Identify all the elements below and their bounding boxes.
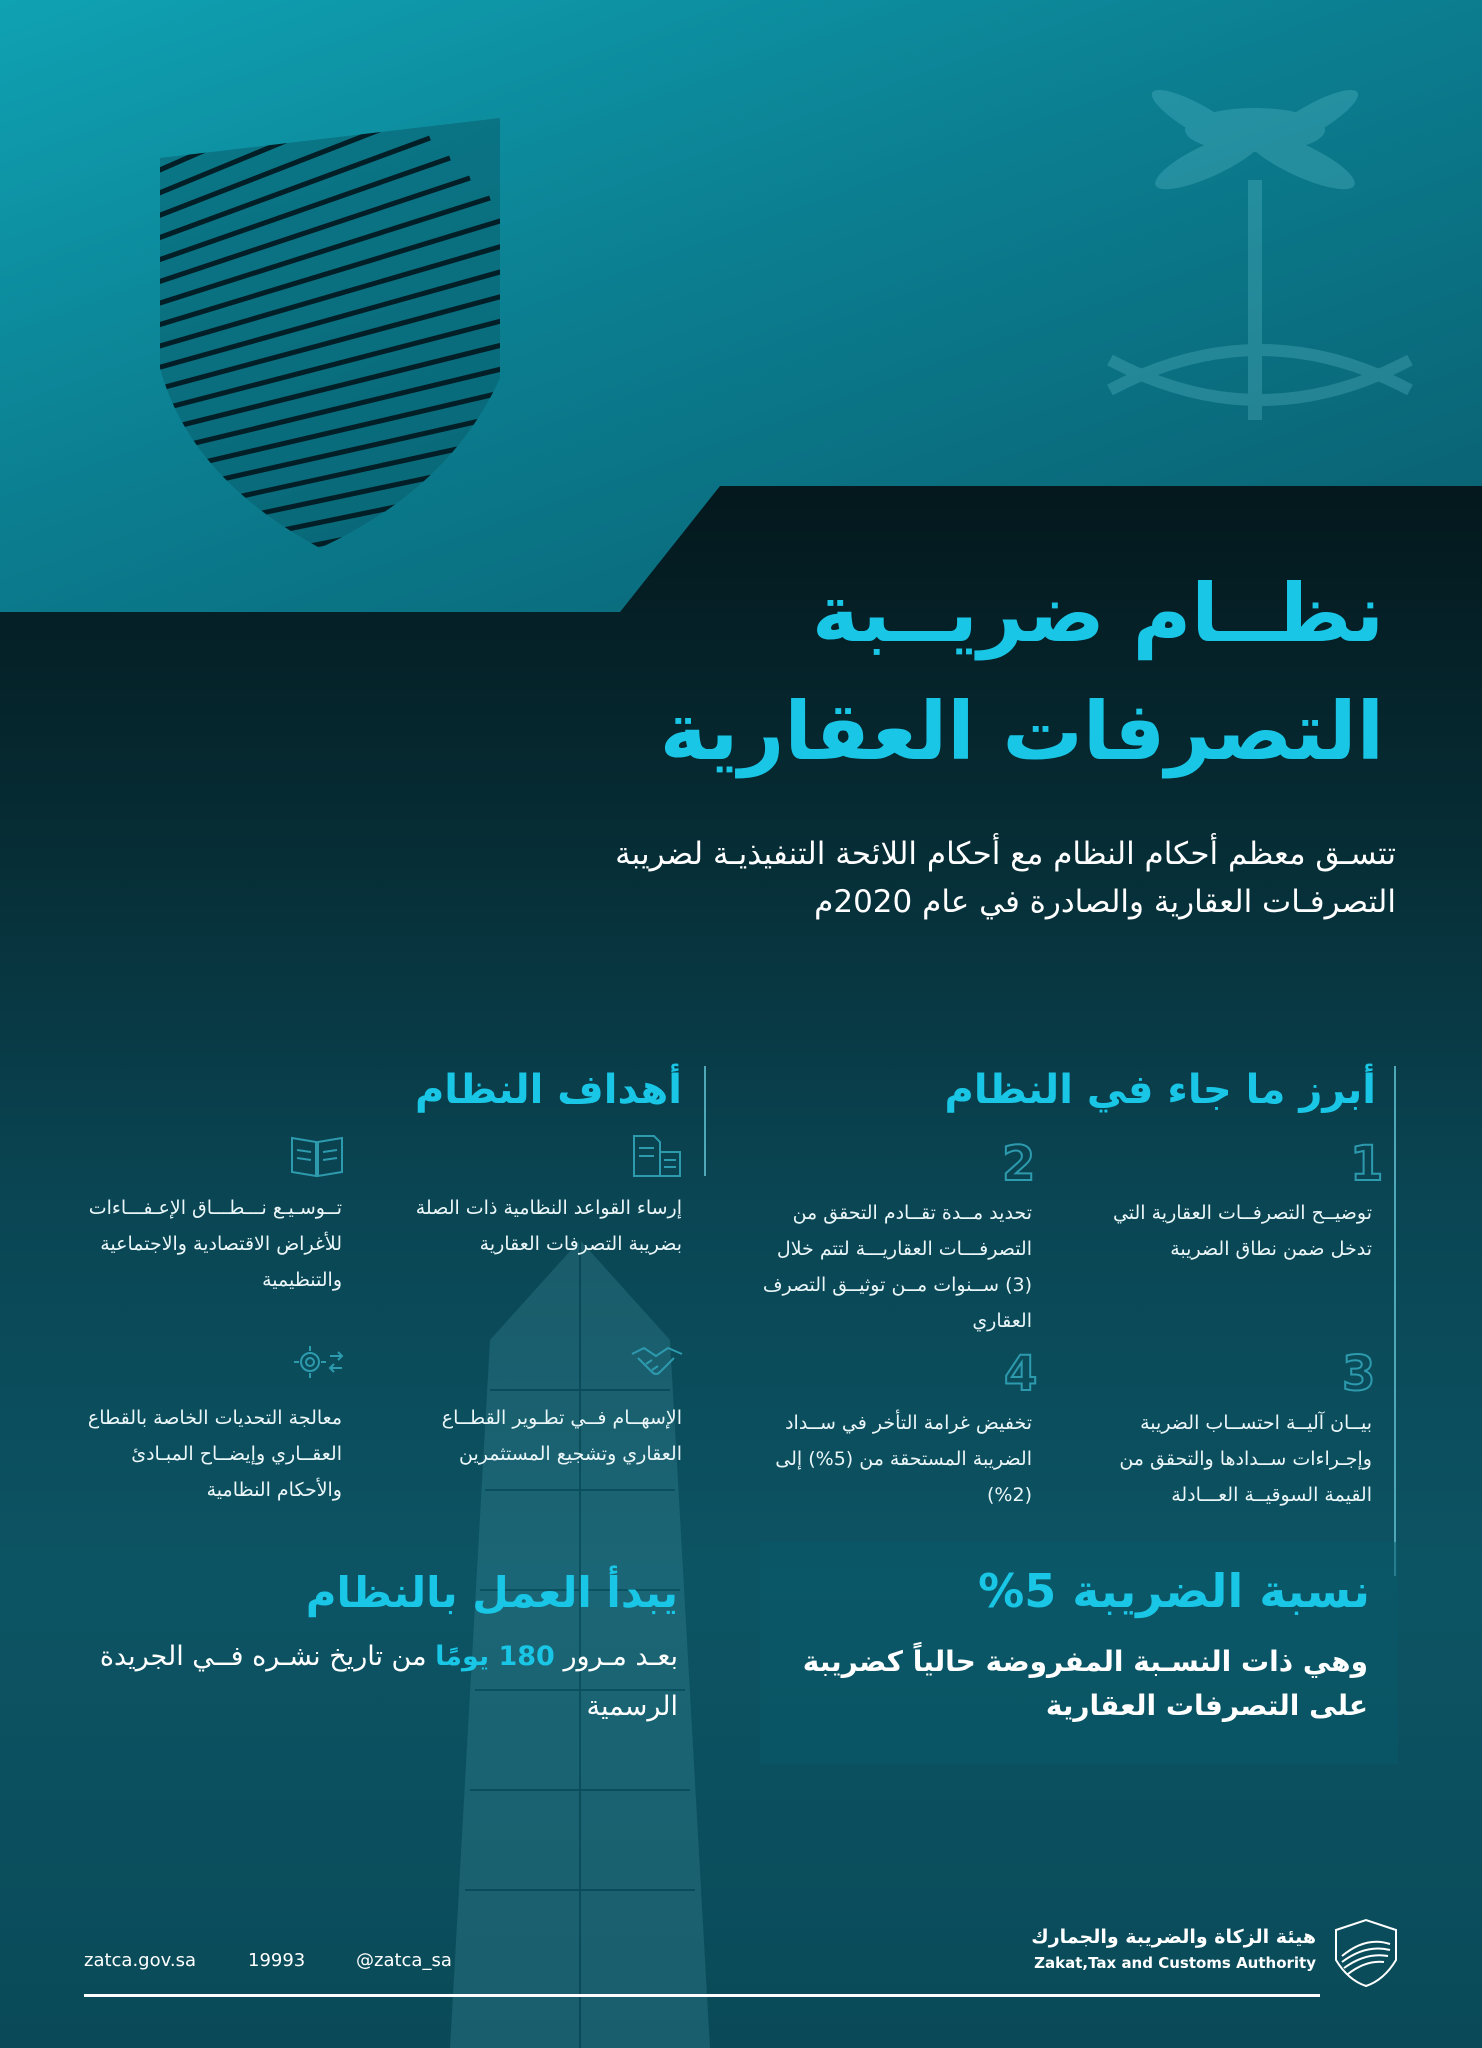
- zatca-logo-icon: [1332, 1916, 1400, 1988]
- highlight-number-1: 1: [1350, 1136, 1384, 1192]
- tax-rate-text: وهي ذات النسـبة المفروضة حالياً كضريبة على التصرفات العقارية: [802, 1645, 1368, 1722]
- document-icon: [630, 1134, 684, 1178]
- highlight-number-3: 3: [1342, 1346, 1376, 1402]
- highlights-heading: أبرز ما جاء في النظام: [944, 1067, 1376, 1113]
- highlight-item-1: توضيــح التصرفــات العقارية التي تدخل ضمن نطاق الضريبة: [1112, 1202, 1372, 1260]
- goal-item-2: تــوسـيـع نـــطـــاق الإعـفـــاءات للأغراض الاقتصادية والاجتماعية والتنظيمية: [88, 1197, 342, 1291]
- footer-phone: 19993: [248, 1950, 306, 1971]
- highlights-divider: [1394, 1066, 1396, 1576]
- org-name-english: Zakat,Tax and Customs Authority: [1034, 1954, 1316, 1972]
- tax-rate-title: نسبة الضريبة 5%: [978, 1564, 1370, 1618]
- gear-arrows-icon: [290, 1340, 344, 1384]
- page-title-line-1: نظــام ضريــبة: [811, 567, 1384, 660]
- highlight-item-2: تحديد مــدة تقــادم التحقق من التصرفـــات العقاريـــة لتتم خلال (3) ســنوات مــن توثيــق التصرف العقاري: [762, 1202, 1032, 1332]
- book-icon: [290, 1134, 344, 1178]
- goals-divider: [704, 1066, 706, 1176]
- goals-heading: أهداف النظام: [414, 1067, 682, 1113]
- handshake-icon: [630, 1340, 684, 1384]
- shield-icon: [150, 118, 510, 548]
- highlight-number-2: 2: [1002, 1136, 1036, 1192]
- start-days-highlight: 180 يومًا: [435, 1641, 555, 1672]
- org-name-arabic: هيئة الزكاة والضريبة والجمارك: [1031, 1926, 1316, 1948]
- goal-item-4: معالجة التحديات الخاصة بالقطاع العقــاري وإيضــاح المبـادئ والأحكام النظامية: [87, 1407, 342, 1501]
- highlight-number-4: 4: [1004, 1346, 1038, 1402]
- highlight-item-4: تخفيض غرامة التأخر في ســداد الضريبة المستحقة من (5%) إلى (2%): [775, 1412, 1032, 1506]
- start-text-before: بعـد مـرور: [554, 1641, 678, 1672]
- goal-item-1: إرساء القواعد النظامية ذات الصلة بضريبة التصرفات العقارية: [415, 1197, 682, 1255]
- footer-website-link[interactable]: zatca.gov.sa: [84, 1950, 197, 1971]
- start-text-after: من تاريخ نشـره فــي الجريدة الرسمية: [99, 1641, 678, 1722]
- goal-item-3: الإسهــام فــي تطـوير القطــاع العقاري وتشجيع المستثمرين: [441, 1407, 682, 1465]
- page-title-line-2: التصرفات العقارية: [659, 685, 1384, 778]
- intro-paragraph: تتسـق معظم أحكام النظام مع أحكام اللائحة التنفيذيـة لضريبة التصرفـات العقارية والصادرة في عام 2020م: [615, 836, 1396, 920]
- highlight-item-3: بيــان آليــة احتســاب الضريبة وإجـراءات ســدادها والتحقق من القيمة السوقيــة العـــادلة: [1119, 1412, 1372, 1506]
- start-text: [58, 1632, 678, 1732]
- start-title: يبدأ العمل بالنظام: [305, 1568, 678, 1617]
- footer-divider: [84, 1994, 1320, 1997]
- palm-swords-emblem-icon: [1090, 60, 1430, 480]
- footer-social-handle[interactable]: @zatca_sa: [356, 1950, 452, 1971]
